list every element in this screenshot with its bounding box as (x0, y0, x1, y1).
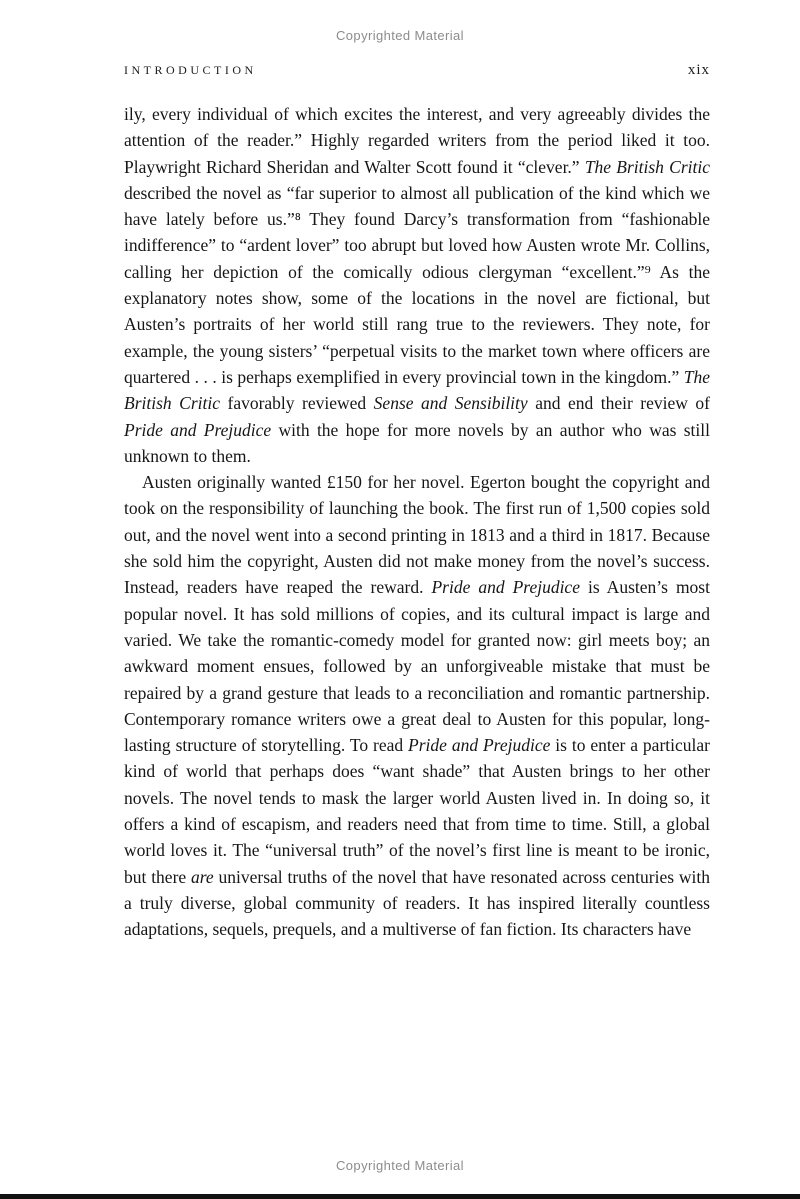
copyright-notice-top: Copyrighted Material (336, 28, 464, 43)
running-header (124, 62, 710, 79)
page-body (124, 101, 710, 943)
page-bottom-edge (0, 1194, 800, 1199)
body-paragraph: Austen originally wanted £150 for her novel. Egerton bought the copyright and took on the responsibility of launching the book. The first run of 1,500 copies sold out, and the novel went into a second printing in 1813 and a third in 1817. Because she sold him the copyright, Austen did not make money from the novel’s success. Instead, readers have reaped the reward. Pride and Prejudice is Austen’s most popular novel. It has sold millions of copies, and its cultural impact is large and varied. We take the romantic-comedy model for granted now: girl meets boy; an awkward moment ensues, followed by an unforgiveable mistake that must be repaired by a grand gesture that leads to a reconciliation and romantic partnership. Contemporary romance writers owe a great deal to Austen for this popular, long-lasting structure of storytelling. To read Pride and Prejudice is to enter a particular kind of world that perhaps does “want shade” that Austen brings to her other novels. The novel tends to mask the larger world Austen lived in. In doing so, it offers a kind of escapism, and readers need that from time to time. Still, a global world loves it. The “universal truth” of the novel’s first line is meant to be ironic, but there are universal truths of the novel that have resonated across centuries with a truly diverse, global community of readers. It has inspired literally countless adaptations, sequels, prequels, and a multiverse of fan fiction. Its characters have (124, 472, 710, 940)
body-paragraph: ily, every individual of which excites the interest, and very agreeably divides the attention of the reader.” Highly regarded writers from the period liked it too. Playwright Richard Sheridan and Walter Scott found it “clever.” The British Critic described the novel as “far superior to almost all publication of the kind which we have lately before us.”⁸ They found Darcy’s transformation from “fashionable indifference” to “ardent lover” too abrupt but loved how Austen wrote Mr. Collins, calling her depiction of the comically odious clergyman “excellent.”⁹ As the explanatory notes show, some of the locations in the novel are fictional, but Austen’s portraits of her world still rang true to the reviewers. They note, for example, the young sisters’ “perpetual visits to the market town where officers are quartered . . . is perhaps exemplified in every provincial town in the kingdom.” The British Critic favorably reviewed Sense and Sensibility and end their review of Pride and Prejudice with the hope for more novels by an author who was still unknown to them. (124, 104, 710, 466)
section-title: INTRODUCTION (124, 63, 257, 77)
copyright-notice-bottom: Copyrighted Material (336, 1158, 464, 1173)
page-number: xix (687, 62, 710, 78)
